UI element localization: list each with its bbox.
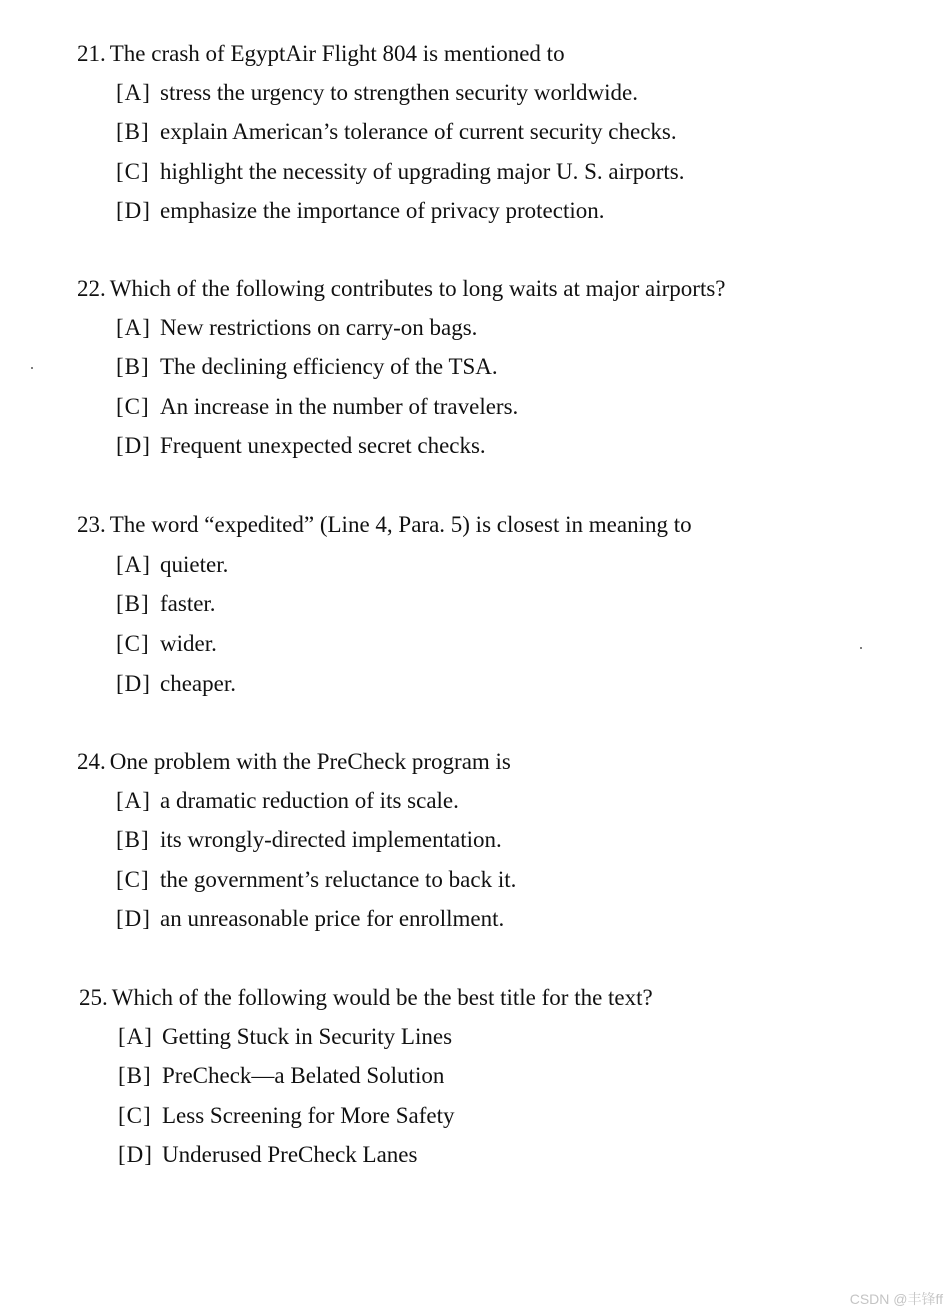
- option-letter: [C]: [116, 631, 150, 656]
- option-text: Getting Stuck in Security Lines: [162, 1024, 453, 1049]
- option-text: a dramatic reduction of its scale.: [160, 788, 459, 813]
- option-letter: [D]: [118, 1142, 153, 1167]
- option-a: [118, 1023, 452, 1051]
- option-b: [116, 826, 502, 854]
- watermark: CSDN @丰锋ff: [849, 1291, 943, 1307]
- question-number: 22.: [77, 276, 106, 301]
- option-text: Frequent unexpected secret checks.: [160, 433, 486, 458]
- option-b: [116, 590, 216, 618]
- scan-speck: [860, 647, 862, 649]
- question-number: 25.: [79, 985, 108, 1010]
- question-stem: [79, 984, 653, 1012]
- option-a: [116, 551, 228, 579]
- option-letter: [B]: [116, 354, 150, 379]
- option-b: [116, 118, 677, 146]
- option-c: [116, 866, 516, 894]
- option-c: [118, 1102, 455, 1130]
- option-letter: [D]: [116, 198, 151, 223]
- option-text: Less Screening for More Safety: [162, 1103, 455, 1128]
- question-text: The word “expedited” (Line 4, Para. 5) is closest in meaning to: [109, 512, 692, 537]
- option-text: the government’s reluctance to back it.: [160, 867, 517, 892]
- option-letter: [C]: [116, 394, 150, 419]
- option-d: [116, 670, 236, 698]
- question-text: One problem with the PreCheck program is: [109, 749, 511, 774]
- question-stem: [77, 40, 565, 68]
- option-text: its wrongly-directed implementation.: [160, 827, 502, 852]
- option-text: an unreasonable price for enrollment.: [160, 906, 505, 931]
- option-c: [116, 158, 684, 186]
- option-d: [116, 905, 504, 933]
- question-text: Which of the following contributes to long waits at major airports?: [109, 276, 726, 301]
- scan-speck: [31, 367, 33, 369]
- question-number: 21.: [77, 41, 106, 66]
- option-letter: [D]: [116, 906, 151, 931]
- option-a: [116, 79, 638, 107]
- option-a: [116, 314, 477, 342]
- option-letter: [D]: [116, 433, 151, 458]
- option-text: highlight the necessity of upgrading major U. S. airports.: [160, 159, 685, 184]
- option-letter: [A]: [116, 552, 151, 577]
- option-text: faster.: [160, 591, 216, 616]
- question-text: Which of the following would be the best title for the text?: [111, 985, 653, 1010]
- option-letter: [A]: [116, 80, 151, 105]
- option-letter: [C]: [116, 159, 150, 184]
- option-b: [118, 1062, 444, 1090]
- option-text: quieter.: [160, 552, 229, 577]
- option-text: explain American’s tolerance of current security checks.: [160, 119, 677, 144]
- option-d: [118, 1141, 417, 1169]
- option-text: stress the urgency to strengthen security worldwide.: [160, 80, 638, 105]
- option-d: [116, 432, 486, 460]
- option-text: New restrictions on carry-on bags.: [160, 315, 478, 340]
- option-text: Underused PreCheck Lanes: [162, 1142, 418, 1167]
- option-letter: [D]: [116, 671, 151, 696]
- question-number: 23.: [77, 512, 106, 537]
- option-letter: [B]: [116, 119, 150, 144]
- option-c: [116, 393, 518, 421]
- option-text: wider.: [160, 631, 217, 656]
- option-d: [116, 197, 605, 225]
- option-text: The declining efficiency of the TSA.: [160, 354, 498, 379]
- option-letter: [B]: [116, 827, 150, 852]
- question-stem: [77, 511, 692, 539]
- question-stem: [77, 275, 726, 303]
- option-letter: [A]: [116, 315, 151, 340]
- option-text: An increase in the number of travelers.: [160, 394, 519, 419]
- question-stem: [77, 748, 511, 776]
- option-b: [116, 353, 498, 381]
- option-a: [116, 787, 459, 815]
- question-text: The crash of EgyptAir Flight 804 is mentioned to: [109, 41, 565, 66]
- option-letter: [C]: [116, 867, 150, 892]
- option-letter: [C]: [118, 1103, 152, 1128]
- option-text: cheaper.: [160, 671, 236, 696]
- option-text: emphasize the importance of privacy protection.: [160, 198, 605, 223]
- option-letter: [A]: [118, 1024, 153, 1049]
- option-letter: [A]: [116, 788, 151, 813]
- question-number: 24.: [77, 749, 106, 774]
- option-letter: [B]: [116, 591, 150, 616]
- option-text: PreCheck—a Belated Solution: [162, 1063, 445, 1088]
- option-c: [116, 630, 217, 658]
- option-letter: [B]: [118, 1063, 152, 1088]
